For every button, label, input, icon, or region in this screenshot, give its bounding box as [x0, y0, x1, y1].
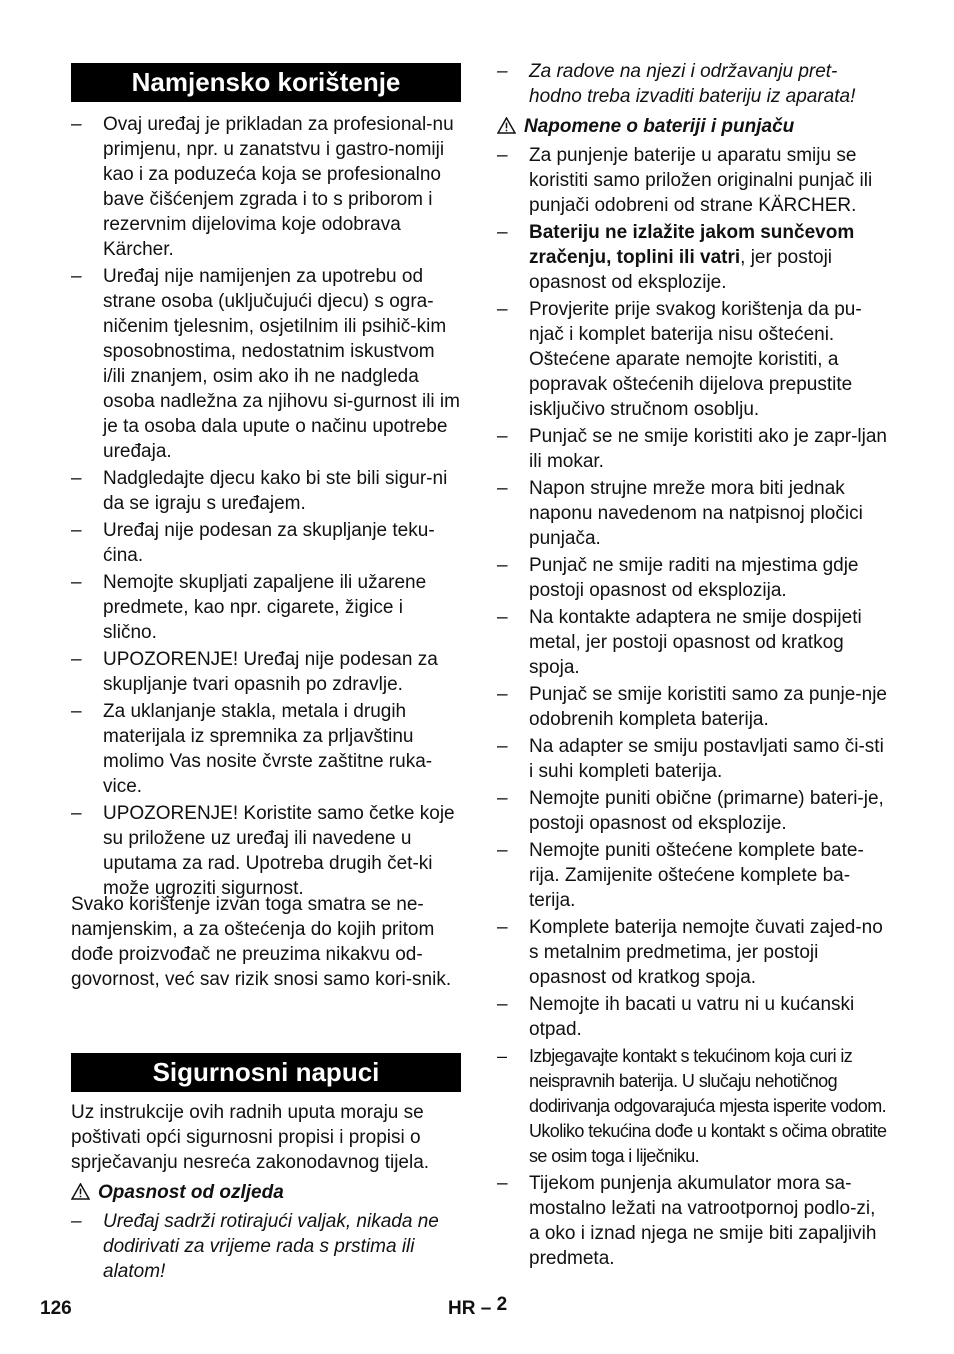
list-item: – Na kontakte adaptera ne smije dospijeti metal, jer postoji opasnost od kratkog spoja.	[497, 607, 862, 678]
section-heading-safety: Sigurnosni napuci	[71, 1053, 461, 1092]
page-number: 126	[40, 1298, 72, 1319]
list-item: – Uređaj nije namijenjen za upotrebu od strane osoba (uključujući djecu) s ogra-ničenim tjelesnim, osjetilnim ili psihič-kim sposobnostima, nedostatnim iskustvom i/ili znanjem, osim ako ih ne nadgleda osoba nadležna za njihovu si-gurnost ili im je ta osoba dala upute o načinu upotrebe uređaja.	[71, 266, 460, 462]
list-item: – Uređaj nije podesan za skupljanje teku-ćina.	[71, 520, 435, 566]
intended-use-list	[71, 112, 461, 903]
list-item: – Nemojte puniti obične (primarne) bateri-je, postoji opasnost od eksplozije.	[497, 788, 884, 834]
list-item: – Za punjenje baterije u aparatu smiju se koristiti samo priložen originalni punjač ili punjači odobreni od strane KÄRCHER.	[497, 145, 873, 216]
battery-notes-list	[497, 143, 887, 1273]
list-item: – Nadgledajte djecu kako bi ste bili sigur-ni da se igraju s uređajem.	[71, 468, 448, 514]
warning-heading-battery: Napomene o bateriji i punjaču	[497, 114, 794, 139]
list-item: – UPOZORENJE! Koristite samo četke koje su priložene uz uređaj ili navedene u uputama za rad. Upotreba drugih čet-ki može ugroziti sigurnost.	[71, 803, 455, 899]
warning-triangle-icon	[497, 117, 516, 134]
list-item: – Za uklanjanje stakla, metala i drugih materijala iz spremnika za prljavštinu molimo Vas nosite čvrste zaštitne ruka-vice.	[71, 701, 433, 797]
injury-list	[71, 1209, 461, 1286]
list-item: – Punjač se smije koristiti samo za punje-nje odobrenih kompleta baterija.	[497, 684, 887, 730]
list-item: – Nemojte puniti oštećene komplete bate-rija. Zamijenite oštećene komplete ba-terija.	[497, 840, 864, 911]
list-item: – UPOZORENJE! Uređaj nije podesan za skupljanje tvari opasnih po zdravlje.	[71, 649, 438, 695]
list-item: – Na adapter se smiju postavljati samo či-sti i suhi kompleti baterija.	[497, 736, 884, 782]
warning-heading-injury: Opasnost od ozljeda	[71, 1180, 284, 1205]
list-item: – Izbjegavajte kontakt s tekućinom koja curi iz neispravnih baterija. U slučaju nehotičnog dodirivanja odgovarajuća mjesta isperite vodom. Ukoliko tekućina dođe u kontakt s očima obratite se osim toga i liječniku.	[497, 1046, 887, 1166]
list-item: – Bateriju ne izlažite jakom sunčevom zračenju, toplini ili vatri, jer postoji opasnost od eksplozije.	[497, 222, 855, 293]
list-item: – Napon strujne mreže mora biti jednak naponu navedenom na natpisnoj pločici punjača.	[497, 478, 863, 549]
list-item: – Komplete baterija nemojte čuvati zajed-no s metalnim predmetima, jer postoji opasnost od kratkog spoja.	[497, 917, 883, 988]
warning-triangle-icon	[71, 1183, 90, 1200]
list-item: – Ovaj uređaj je prikladan za profesional-nu primjenu, npr. u zanatstvu i gastro-nomiji kao i za poduzeća koja se profesionalno bave čišćenjem zgrada i to s priborom i rezervnim dijelovima koje odobrava Kärcher.	[71, 114, 454, 260]
list-item: – Provjerite prije svakog korištenja da pu-njač i komplet baterija nisu oštećeni. Oštećene aparate nemojte koristiti, a popravak oštećenih dijelova prepustite isključivo stručnom osoblju.	[497, 299, 862, 420]
list-item: – Nemojte ih bacati u vatru ni u kućanski otpad.	[497, 994, 855, 1040]
section-heading-intended-use: Namjensko korištenje	[71, 63, 461, 102]
language-page-label: HR – 2	[448, 1294, 508, 1319]
list-item: – Uređaj sadrži rotirajući valjak, nikada ne dodirivati za vrijeme rada s prstima ili alatom!	[71, 1211, 439, 1282]
maintenance-note-list	[497, 59, 887, 111]
list-item: – Nemojte skupljati zapaljene ili užarene predmete, kao npr. cigarete, žigice i slično.	[71, 572, 427, 643]
intended-use-paragraph: Svako korištenje izvan toga smatra se ne-namjenskim, a za oštećenja do kojih pritom dođe proizvođač ne preuzima nikakvu od-govornost, već sav rizik snosi samo kori-snik.	[71, 894, 452, 990]
list-item: – Punjač ne smije raditi na mjestima gdje postoji opasnost od eksplozija.	[497, 555, 859, 601]
safety-intro-paragraph: Uz instrukcije ovih radnih uputa moraju se poštivati opći sigurnosni propisi i propisi o sprječavanju nesreća zakonodavnog tijela.	[71, 1102, 430, 1173]
list-item: – Za radove na njezi i održavanju pret-hodno treba izvaditi bateriju iz aparata!	[497, 61, 856, 107]
list-item: – Tijekom punjenja akumulator mora sa-mostalno ležati na vatrootpornoj podlo-zi, a oko i iznad njega ne smije biti zapaljivih predmeta.	[497, 1173, 877, 1269]
list-item: – Punjač se ne smije koristiti ako je zapr-ljan ili mokar.	[497, 426, 887, 472]
